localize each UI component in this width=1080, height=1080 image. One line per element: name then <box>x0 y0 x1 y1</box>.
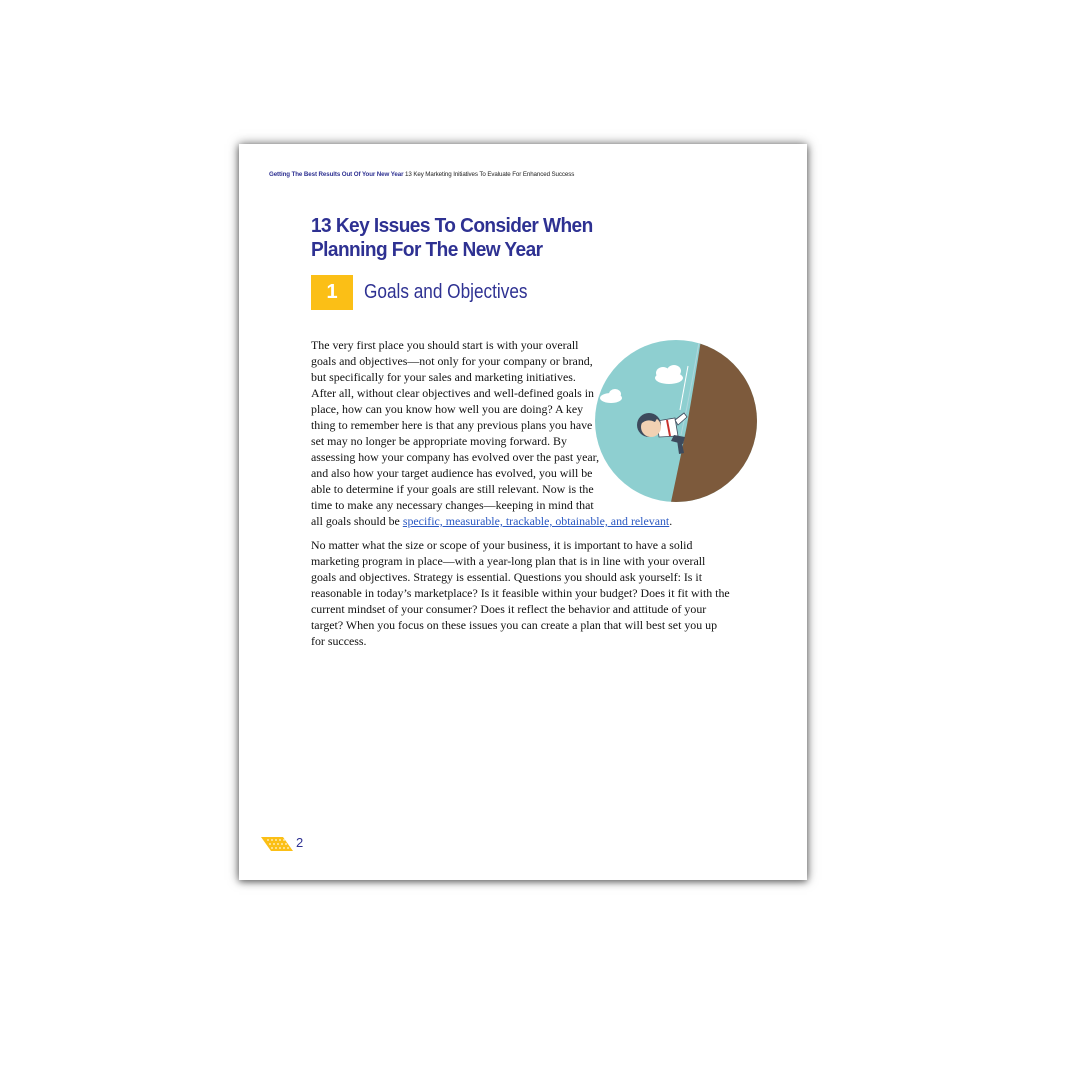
page-title-line-1: 13 Key Issues To Consider When <box>311 214 593 237</box>
smart-goals-link[interactable]: specific, measurable, trackable, obtainable, and relevant <box>402 514 670 528</box>
page-title-line-2: Planning For The New Year <box>311 238 543 261</box>
series-title: Getting The Best Results Out Of Your New Year <box>269 171 404 178</box>
section-number-badge: 1 <box>311 275 353 310</box>
running-header <box>269 171 574 178</box>
document-title: 13 Key Marketing Initiatives To Evaluate For Enhanced Success <box>403 171 575 178</box>
paragraph-2: No matter what the size or scope of your business, it is important to have a solid marketing program in place—with a year-long plan that is in line with your overall goals and objectives. Strategy is essential. Questions you should ask yourself: Is it reasonable in today’s marketplace? Is it feasible within your budget? Does it fit with the current mindset of your consumer? Does it reflect the behavior and attitude of your target? When you focus on these issues you can create a plan that will best set you up for success. <box>311 538 730 648</box>
paragraph-1-text: The very first place you should start is with your overall goals and objectives—not only for your company or brand, but specifically for your sales and marketing initiatives. After all, without clear objectives and well-defined goals in place, how can you know how well you are doing? A key thing to remember here is that any previous plans you have set may no longer be appropriate moving forward. By assessing how your company has evolved over the past year, and also how your target audience has evolved, you will be able to determine if your goals are still relevant. Now is the time to make any necessary changes—keeping in mind that all goals should be <box>311 338 600 528</box>
page-number: 2 <box>296 835 304 850</box>
cloud-icon <box>616 340 634 352</box>
section-title: Goals and Objectives <box>364 281 528 303</box>
yellow-stripes-icon <box>261 837 293 851</box>
paragraph-1-end: . <box>669 514 673 528</box>
document-page <box>239 144 807 880</box>
man-climbing-cliff-illustration <box>595 340 757 502</box>
page-title <box>311 214 593 262</box>
